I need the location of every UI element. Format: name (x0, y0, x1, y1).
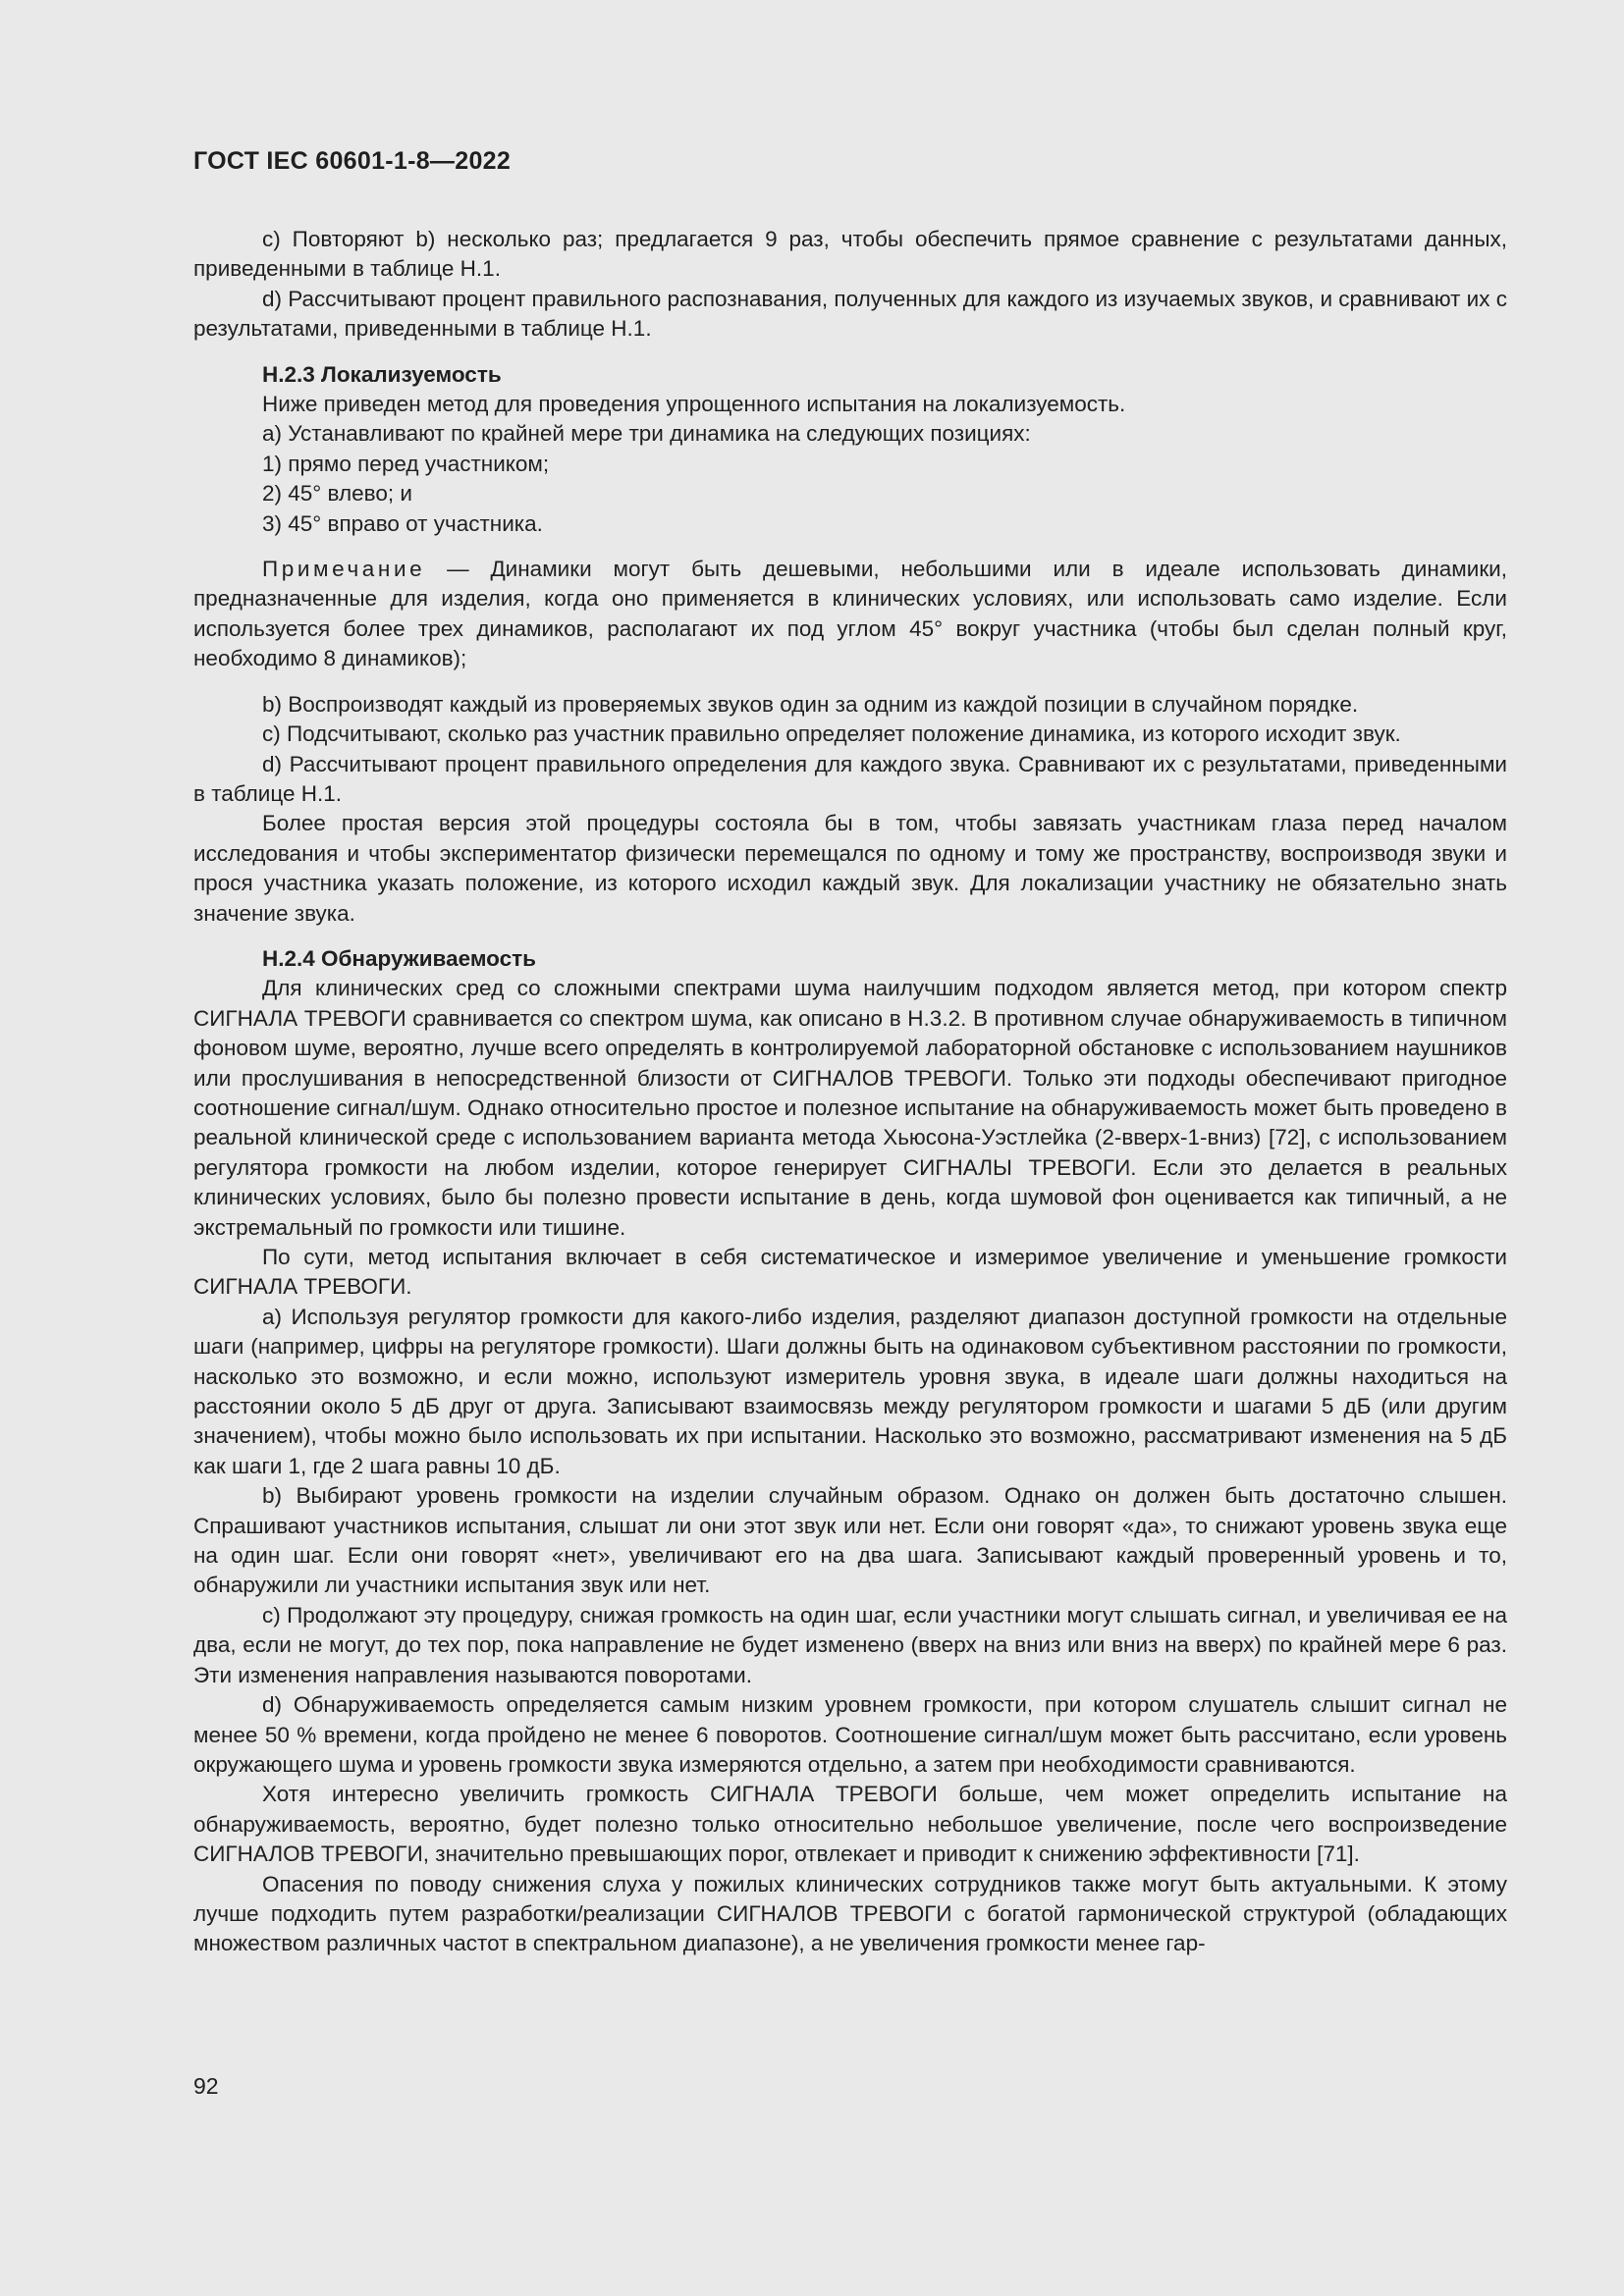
h24-paragraph-4: Опасения по поводу снижения слуха у пожилых клинических сотрудников также могут быть актуальными. К этому лучше подходить путем разработки/реализации СИГНАЛОВ ТРЕВОГИ с богатой гармонической структурой (обладающих множеством различных частот в спектральном диапазоне), а не увеличения громкости менее гар- (193, 1871, 1507, 1956)
note-text: — Динамики могут быть дешевыми, небольшими или в идеале использовать динамики, предназначенные для изделия, когда оно применяется в клинических условиях, или использовать само изделие. Если используется более трех динамиков, располагают их под углом 45° вокруг участника (чтобы был сделан полный круг, необходимо 8 динамиков); (193, 557, 1507, 671)
h24-item-c: c) Продолжают эту процедуру, снижая громкость на один шаг, если участники могут слышать сигнал, и увеличивая ее на два, если не могут, до тех пор, пока направление не будет изменено (вверх на вниз или вниз на вверх) по крайней мере 6 раз. Эти изменения направления называются поворотами. (193, 1602, 1507, 1687)
h23-intro: Ниже приведен метод для проведения упрощенного испытания на локализуемость. (262, 392, 1126, 417)
h23-item-c: c) Подсчитывают, сколько раз участник правильно определяет положение динамика, из которого исходит звук. (262, 721, 1401, 747)
h23-item-a1: 1) прямо перед участником; (262, 451, 550, 476)
note-label: Примечание (262, 557, 426, 582)
paragraph-c-repeat: c) Повторяют b) несколько раз; предлагается 9 раз, чтобы обеспечить прямое сравнение с результатами данных, приведенными в таблице H.1. (193, 227, 1507, 282)
page-number: 92 (193, 2073, 219, 2099)
h24-paragraph-1: Для клинических сред со сложными спектрами шума наилучшим подходом является метод, при котором спектр СИГНАЛА ТРЕВОГИ сравнивается со спектром шума, как описано в H.3.2. В противном случае обнаруживаемость в типичном фоновом шуме, вероятно, лучше всего определять в контролируемой лабораторной обстановке с использованием наушников или прослушивания в непосредственной близости от СИГНАЛОВ ТРЕВОГИ. Только эти подходы обеспечивают пригодное соотношение сигнал/шум. Однако относительно простое и полезное испытание на обнаруживаемость может быть проведено в реальной клинической среде с использованием варианта метода Хьюсона-Уэстлейка (2-вверх-1-вниз) [72], с использованием регулятора громкости на любом изделии, которое генерирует СИГНАЛЫ ТРЕВОГИ. Если это делается в реальных клинических условиях, было бы полезно провести испытание в день, когда шумовой фон оценивается как типичный, а не экстремальный по громкости или тишине. (193, 976, 1507, 1240)
h23-item-a2: 2) 45° влево; и (262, 481, 412, 507)
h23-simple-version: Более простая версия этой процедуры состояла бы в том, чтобы завязать участникам глаза перед началом исследования и чтобы экспериментатор физически перемещался по одному и тому же пространству, воспроизводя звуки и прося участника указать положение, из которого исходил каждый звук. Для локализации участнику не обязательно знать значение звука. (193, 811, 1507, 926)
h24-item-d: d) Обнаруживаемость определяется самым низким уровнем громкости, при котором слушатель слышит сигнал не менее 50 % времени, когда пройдено не менее 6 поворотов. Соотношение сигнал/шум может быть рассчитано, если уровень окружающего шума и уровень громкости звука измеряются отдельно, а затем при необходимости сравниваются. (193, 1692, 1507, 1777)
h24-paragraph-2: По сути, метод испытания включает в себя систематическое и измеримое увеличение и уменьшение громкости СИГНАЛА ТРЕВОГИ. (193, 1245, 1507, 1300)
h23-item-a3: 3) 45° вправо от участника. (262, 510, 543, 536)
section-heading-h23: H.2.3 Локализуемость (262, 361, 502, 387)
page-body (193, 225, 1507, 1959)
h23-item-a: a) Устанавливают по крайней мере три динамика на следующих позициях: (262, 421, 1031, 447)
h23-item-b: b) Воспроизводят каждый из проверяемых звуков один за одним из каждой позиции в случайном порядке. (262, 691, 1359, 717)
h24-item-a: a) Используя регулятор громкости для какого-либо изделия, разделяют диапазон доступной громкости на отдельные шаги (например, цифры на регуляторе громкости). Шаги должны быть на одинаковом субъективном расстоянии по громкости, насколько это возможно, и если можно, используют измеритель уровня звука, в идеале шаги должны находиться на расстоянии около 5 дБ друг от друга. Записывают взаимосвязь между регулятором громкости и шагами 5 дБ (или другим значением), чтобы можно было использовать их при испытании. Насколько это возможно, рассматривают изменения на 5 дБ как шаги 1, где 2 шага равны 10 дБ. (193, 1304, 1507, 1478)
paragraph-d-calculate: d) Рассчитывают процент правильного распознавания, полученных для каждого из изучаемых звуков, и сравнивают их с результатами, приведенными в таблице H.1. (193, 286, 1507, 342)
section-heading-h24: H.2.4 Обнаруживаемость (262, 945, 536, 971)
h24-paragraph-3: Хотя интересно увеличить громкость СИГНАЛА ТРЕВОГИ больше, чем может определить испытание на обнаруживаемость, вероятно, будет полезно только относительно небольшое увеличение, после чего воспроизведение СИГНАЛОВ ТРЕВОГИ, значительно превышающих порог, отвлекает и приводит к снижению эффективности [71]. (193, 1782, 1507, 1867)
standard-header: ГОСТ IEC 60601-1-8—2022 (193, 147, 512, 175)
h23-item-d: d) Рассчитывают процент правильного определения для каждого звука. Сравнивают их с результатами, приведенными в таблице H.1. (193, 751, 1507, 806)
h23-note (193, 555, 1507, 674)
h24-item-b: b) Выбирают уровень громкости на изделии случайным образом. Однако он должен быть достаточно слышен. Спрашивают участников испытания, слышат ли они этот звук или нет. Если они говорят «да», то снижают уровень звука еще на один шаг. Если они говорят «нет», увеличивают его на два шага. Записывают каждый проверенный уровень и то, обнаружили ли участники испытания звук или нет. (193, 1483, 1507, 1598)
